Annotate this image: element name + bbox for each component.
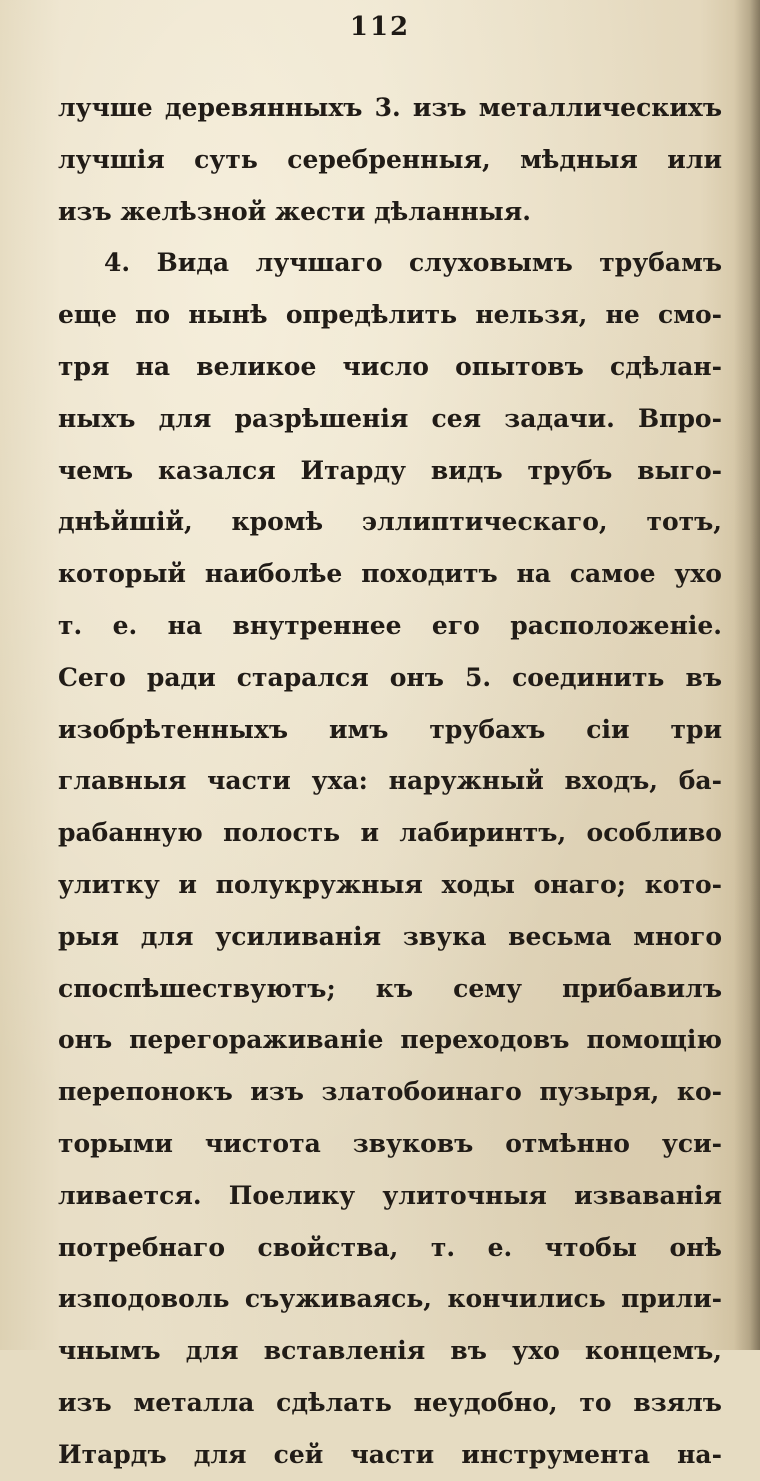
text-line: лучше деревянныхъ 3. изъ металлическихъ [58,93,722,122]
text-line: торыми чистота звуковъ отмѣнно уси- [58,1128,722,1158]
text-line: днѣйшій, кромѣ эллиптическаго, тотъ, [58,507,722,537]
text-line: рыя для усиливанія звука весьма много [58,921,722,951]
text-line: перепонокъ изъ златобоинаго пузыря, ко- [58,1077,722,1107]
text-line: улитку и полукружныя ходы онаго; кото- [58,869,722,899]
body-text [58,82,722,1481]
text-line: изъ желѣзной жести дѣланныя. [58,196,531,226]
text-line: изъ металла сдѣлать неудобно, то взялъ [58,1387,722,1417]
text-line: рабанную полость и лабиринтъ, особливо [58,818,722,848]
text-line: онъ перегораживаніе переходовъ помощію [58,1025,722,1055]
text-line: т. е. на внутреннее его расположеніе. [58,610,722,640]
page-number: 112 [349,12,411,42]
text-line: чнымъ для вставленія въ ухо концемъ, [58,1336,722,1366]
text-line: потребнаго свойства, т. е. чтобы онѣ [58,1232,722,1262]
text-line: ныхъ для разрѣшенія сея задачи. Впро- [58,403,722,433]
text-line: который наиболѣе походитъ на самое ухо [58,559,722,589]
text-line: Сего ради старался онъ 5. соединить въ [58,662,722,692]
text-line: чемъ казался Итарду видъ трубъ выго- [58,455,722,485]
text-line: ливается. Поелику улиточныя изваванія [58,1180,722,1210]
text-line: главныя части уха: наружный входъ, ба- [58,766,722,796]
text-line: еще по нынѣ опредѣлить нельзя, не смо- [58,300,722,330]
text-line: Итардъ для сей части инструмента на- [58,1439,722,1469]
text-line: изобрѣтенныхъ имъ трубахъ сіи три [58,714,722,744]
text-line: споспѣшествуютъ; къ сему прибавилъ [58,973,722,1003]
page-spine-shadow [734,0,760,1350]
text-line: 4. Вида лучшаго слуховымъ трубамъ [104,248,722,278]
text-line: изподоволь съуживаясь, кончились прили- [58,1284,722,1314]
text-line: тря на великое число опытовъ сдѣлан- [58,351,722,381]
text-line: лучшія суть серебренныя, мѣдныя или [58,144,722,174]
